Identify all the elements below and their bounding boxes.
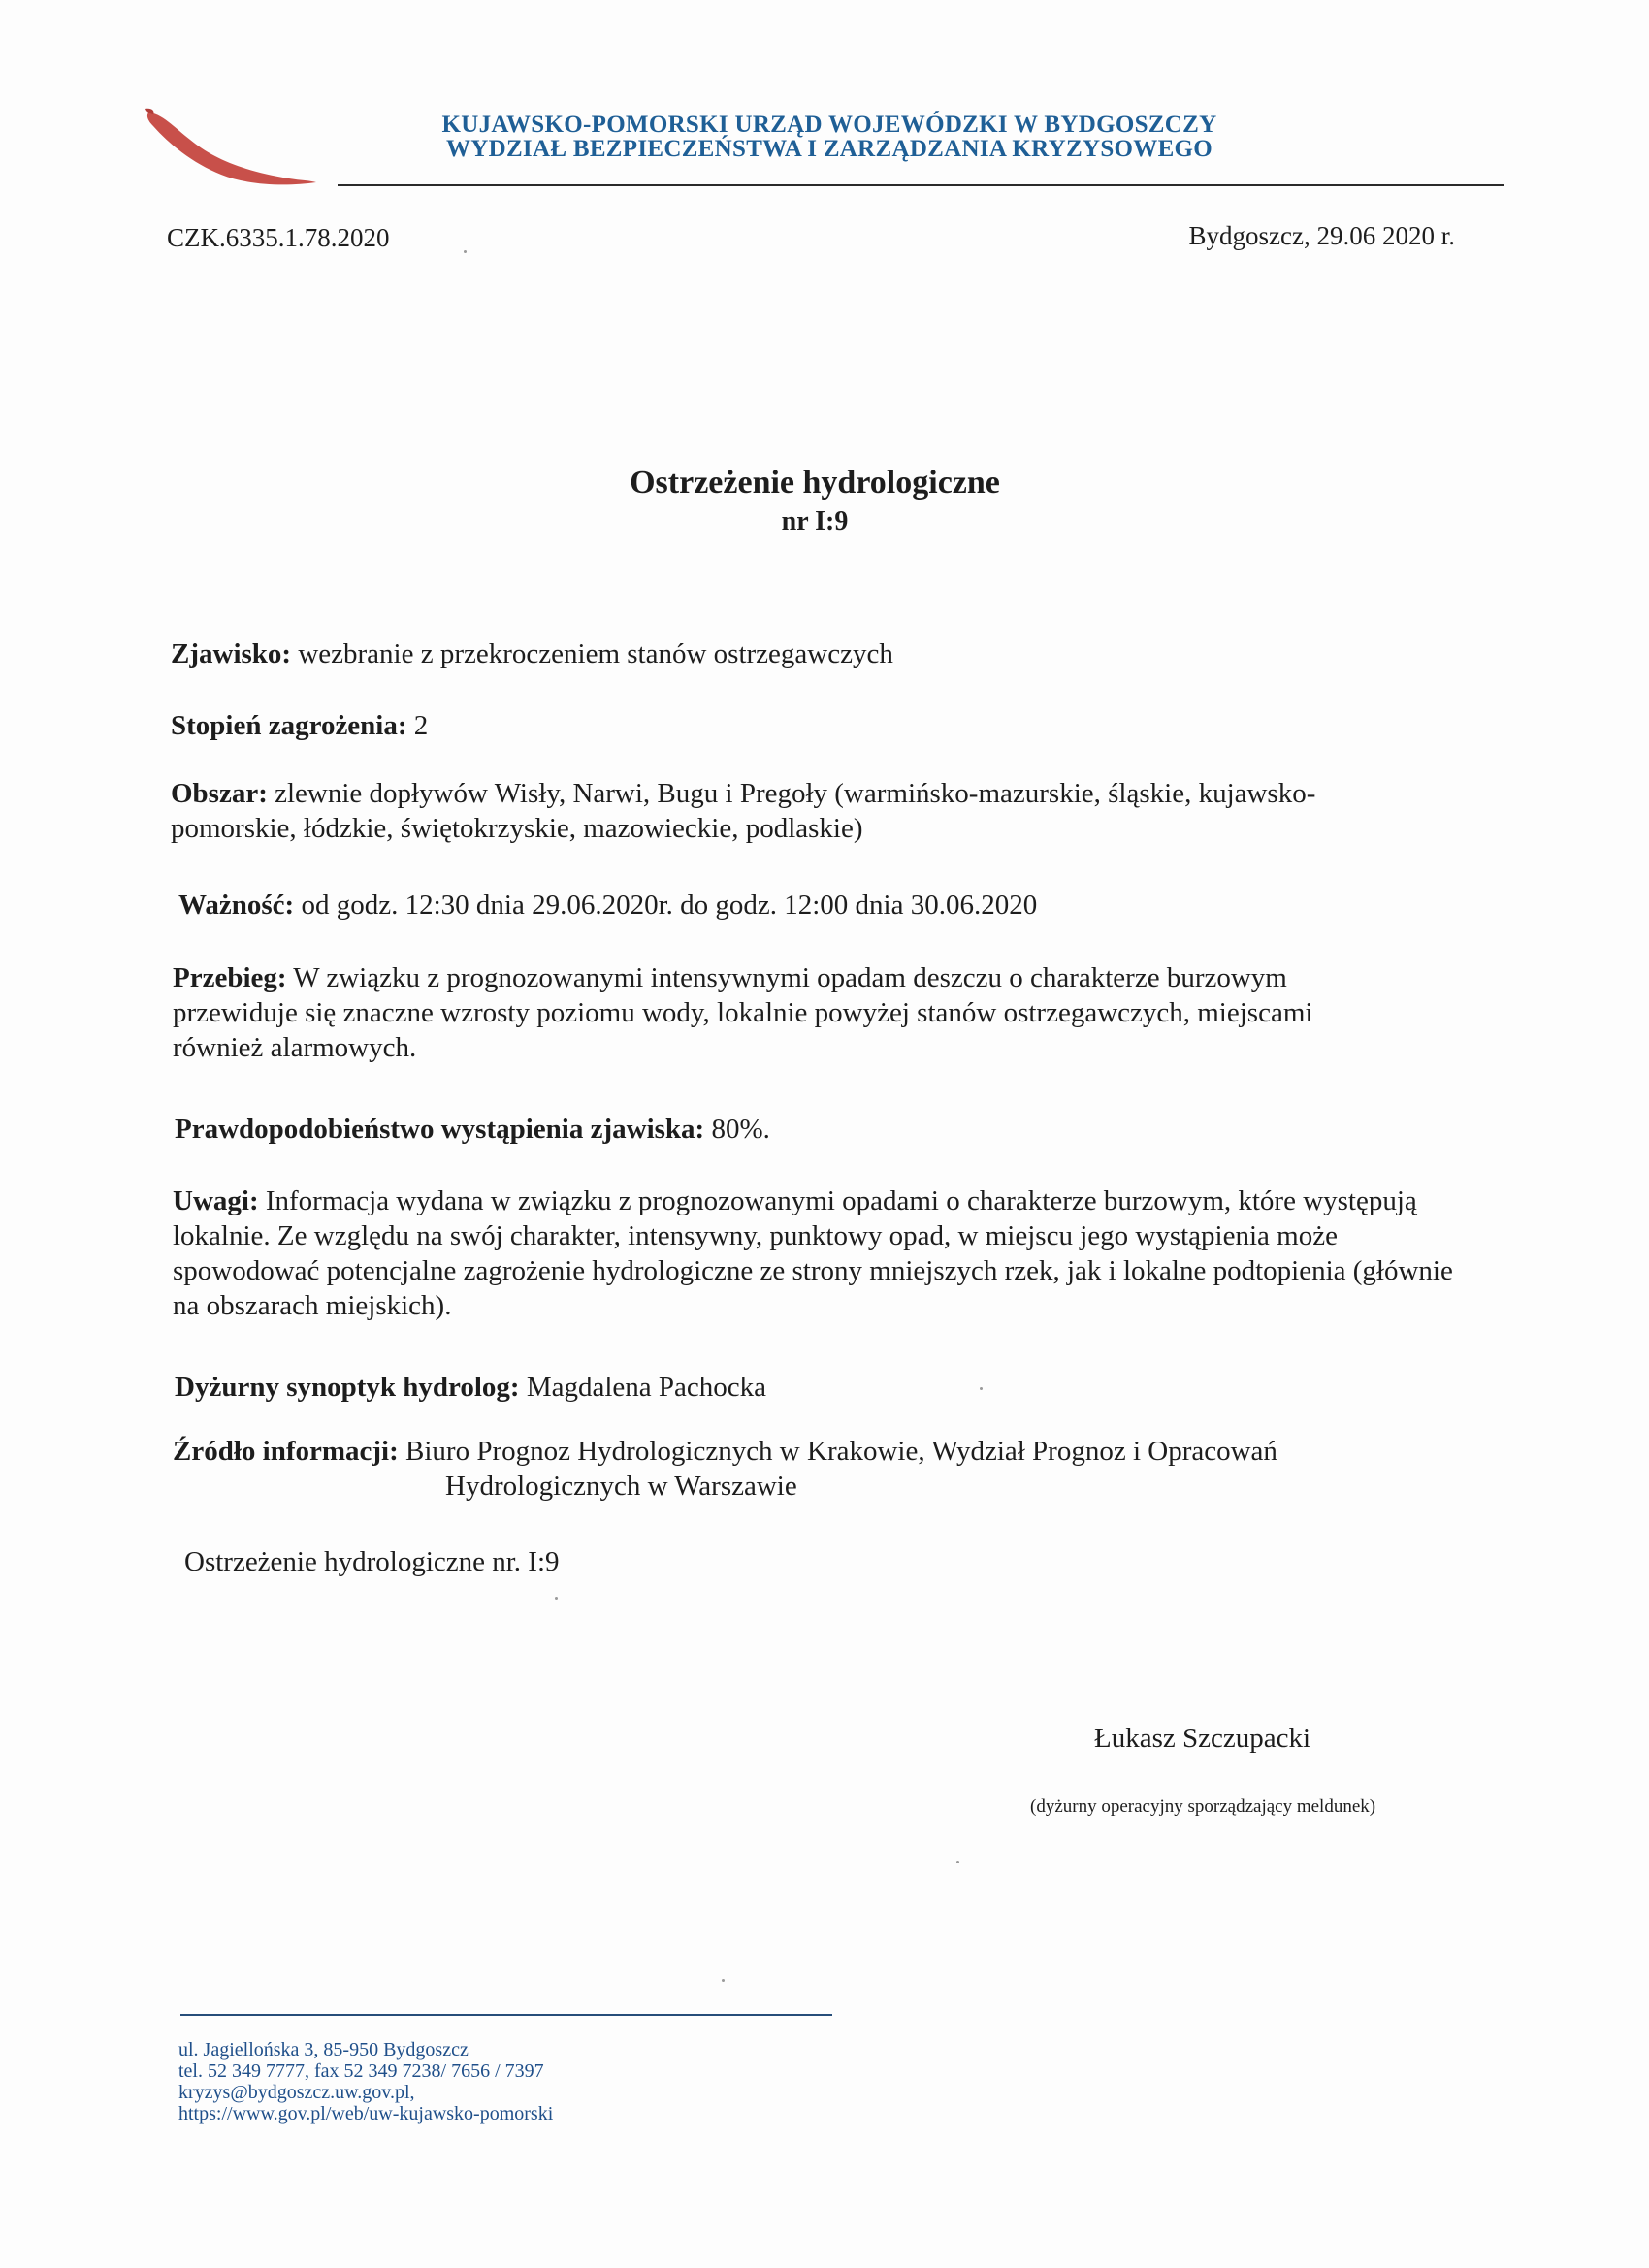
header-divider xyxy=(338,184,1504,186)
signer-name: Łukasz Szczupacki xyxy=(1094,1723,1311,1754)
warning-number: nr I:9 xyxy=(781,506,849,536)
department-name: WYDZIAŁ BEZPIECZEŃSTWA I ZARZĄDZANIA KRYZYSOWEGO xyxy=(445,136,1213,162)
field-threat-level xyxy=(171,708,428,743)
field-value: wezbranie z przekroczeniem stanów ostrzegawczych xyxy=(291,638,893,669)
field-phenomenon xyxy=(171,636,893,671)
contact-address: ul. Jagiellońska 3, 85-950 Bydgoszcz xyxy=(178,2039,469,2060)
field-label: Stopień zagrożenia: xyxy=(171,710,407,741)
field-validity xyxy=(178,888,1037,923)
field-value-continuation: Hydrologicznych w Warszawie xyxy=(445,1471,797,1502)
speck xyxy=(722,1979,725,1982)
eagle-wing-logo xyxy=(144,105,318,188)
field-label: Przebieg: xyxy=(173,962,287,993)
field-value: Informacja wydana w związku z prognozowanymi opadami o charakterze burzowym, które występują lokalnie. Ze względu na swój charakter, intensywny, punktowy opad, w miejscu jego wystąpienia może spowodować potencjalne zagrożenie hydrologiczne ze strony mniejszych rzek, jak i lokalne podtopienia (głównie na obszarach miejskich). xyxy=(173,1185,1453,1321)
field-label: Dyżurny synoptyk hydrolog: xyxy=(175,1372,520,1403)
contact-phone: tel. 52 349 7777, fax 52 349 7238/ 7656 / 7397 xyxy=(178,2060,544,2082)
field-label: Ważność: xyxy=(178,890,295,921)
contact-website: https://www.gov.pl/web/uw-kujawsko-pomorski xyxy=(178,2103,554,2124)
speck xyxy=(956,1861,959,1863)
reference-number: CZK.6335.1.78.2020 xyxy=(167,223,390,252)
field-course xyxy=(173,960,1395,1065)
field-label: Zjawisko: xyxy=(171,638,292,669)
speck xyxy=(980,1387,983,1390)
field-area xyxy=(171,776,1432,846)
field-source xyxy=(173,1434,1472,1504)
office-name: KUJAWSKO-POMORSKI URZĄD WOJEWÓDZKI W BYDGOSZCZY xyxy=(441,112,1217,138)
field-value: 80%. xyxy=(704,1114,770,1145)
footer-divider xyxy=(180,2014,832,2016)
field-label: Uwagi: xyxy=(173,1185,259,1216)
speck xyxy=(555,1597,558,1600)
speck xyxy=(464,250,467,253)
contact-email: kryzys@bydgoszcz.uw.gov.pl, xyxy=(178,2082,415,2103)
field-value: zlewnie dopływów Wisły, Narwi, Bugu i Pregoły (warmińsko-mazurskie, śląskie, kujawsko-pomorskie, łódzkie, świętokrzyskie, mazowieckie, podlaskie) xyxy=(171,778,1316,844)
field-label: Obszar: xyxy=(171,778,268,809)
document-title: Ostrzeżenie hydrologiczne xyxy=(630,465,1000,501)
field-probability xyxy=(175,1112,770,1147)
field-value: 2 xyxy=(406,710,429,741)
signer-role: (dyżurny operacyjny sporządzający meldunek) xyxy=(1030,1797,1376,1817)
contact-block xyxy=(178,2039,553,2124)
field-label: Prawdopodobieństwo wystąpienia zjawiska: xyxy=(175,1114,705,1145)
field-label: Źródło informacji: xyxy=(173,1436,399,1467)
office-header xyxy=(369,113,1290,161)
field-value: Magdalena Pachocka xyxy=(519,1372,767,1403)
warning-reference-note: Ostrzeżenie hydrologiczne nr. I:9 xyxy=(184,1546,560,1577)
field-value: Biuro Prognoz Hydrologicznych w Krakowie, Wydział Prognoz i Opracowań xyxy=(398,1436,1277,1467)
field-value: od godz. 12:30 dnia 29.06.2020r. do godz. 12:00 dnia 30.06.2020 xyxy=(294,890,1038,921)
field-duty-forecaster xyxy=(175,1370,766,1405)
field-value: W związku z prognozowanymi intensywnymi opadam deszczu o charakterze burzowym przewiduje się znaczne wzrosty poziomu wody, lokalnie powyżej stanów ostrzegawczych, miejscami również alarmowych. xyxy=(173,962,1313,1063)
place-and-date: Bydgoszcz, 29.06 2020 r. xyxy=(1188,221,1455,250)
field-remarks xyxy=(173,1183,1472,1323)
